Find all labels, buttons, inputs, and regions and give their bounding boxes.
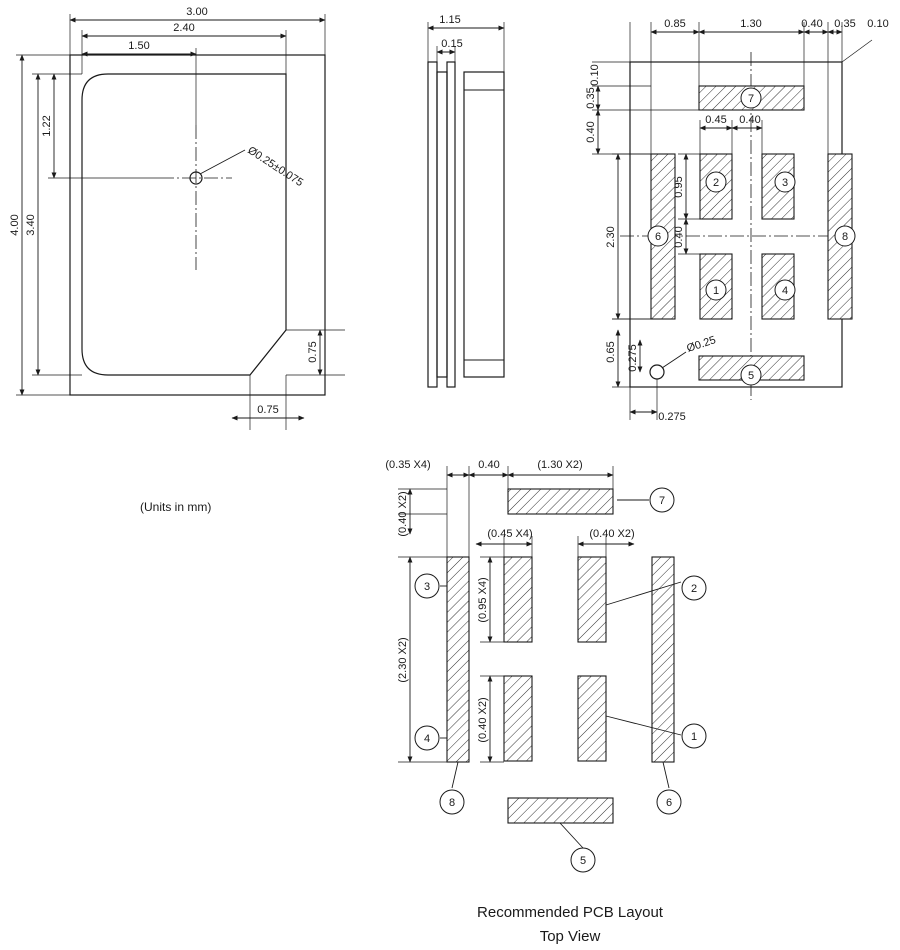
pcb-pin-7-label: 7 (658, 495, 666, 507)
bottom-pin-7-label: 7 (747, 93, 755, 105)
bottom-dim-010-left: 0.10 (589, 64, 601, 86)
pcb-dim-035x4: (0.35 X4) (385, 459, 431, 471)
pcb-pad-br (578, 676, 606, 761)
pcb-pin-6-label: 6 (665, 797, 673, 809)
bottom-dim-hole: Ø0.25 (685, 334, 718, 355)
bottom-dim-035-top: 0.35 (834, 18, 856, 30)
bottom-dim-040-b: 0.40 (739, 114, 761, 126)
dim-step: 0.15 (441, 38, 463, 50)
pcb-dim-040x2-top: (0.40 X2) (397, 491, 409, 537)
bottom-dim-0275-v: 0.275 (627, 344, 639, 372)
bottom-dim-040: 0.40 (801, 18, 823, 30)
caption-line-1: Recommended PCB Layout (477, 904, 663, 921)
bottom-dim-040-left: 0.40 (585, 121, 597, 143)
caption-line-2: Top View (539, 928, 601, 945)
dim-height-top: 1.22 (41, 115, 53, 137)
bottom-pin-5-label: 5 (747, 370, 755, 382)
pcb-pin-8-label: 8 (448, 797, 456, 809)
pcb-pin-2-label: 2 (690, 583, 698, 595)
pcb-pad-bl (504, 676, 532, 761)
bottom-pin-6-label: 6 (654, 231, 662, 243)
units-note: (Units in mm) (140, 500, 212, 514)
pcb-dim-040x2-bottom: (0.40 X2) (477, 697, 489, 743)
pcb-pin-3-label: 3 (423, 581, 431, 593)
pcb-dim-045x4: (0.45 X4) (487, 528, 533, 540)
bottom-dim-095: 0.95 (673, 176, 685, 198)
pcb-pad-tr (578, 557, 606, 642)
bottom-dim-010-right: 0.10 (867, 18, 889, 30)
bottom-pin-2-label: 2 (712, 177, 720, 189)
dim-chamfer-h: 0.75 (257, 404, 279, 416)
package-bottom-view (585, 18, 889, 423)
bottom-dim-045: 0.45 (705, 114, 727, 126)
dim-height-outer: 4.00 (9, 214, 21, 236)
dim-height-inner: 3.40 (25, 214, 37, 236)
pcb-dim-130x2: (1.30 X2) (537, 459, 583, 471)
dim-hole: Ø0.25±0.075 (245, 144, 306, 190)
dim-thickness: 1.15 (439, 14, 461, 26)
dim-width-left: 1.50 (128, 40, 150, 52)
pcb-pad-tl (504, 557, 532, 642)
bottom-pin-8-label: 8 (841, 231, 849, 243)
pcb-dim-040: 0.40 (478, 459, 500, 471)
bottom-dim-065: 0.65 (605, 341, 617, 363)
package-top-view (9, 6, 345, 430)
pcb-dim-095x4: (0.95 X4) (477, 577, 489, 623)
dim-width-inner: 2.40 (173, 22, 195, 34)
bottom-pin-4-label: 4 (781, 285, 789, 297)
bottom-pin-3-label: 3 (781, 177, 789, 189)
pcb-dim-230x2: (2.30 X2) (397, 637, 409, 683)
bottom-dim-085: 0.85 (664, 18, 686, 30)
bottom-dim-040-gap: 0.40 (673, 226, 685, 248)
bottom-dim-130: 1.30 (740, 18, 762, 30)
pcb-pad-5 (508, 798, 613, 823)
package-side-view (428, 14, 504, 387)
dim-chamfer-v: 0.75 (307, 341, 319, 363)
bottom-dim-230: 2.30 (605, 226, 617, 248)
bottom-dim-0275-h: 0.275 (658, 411, 686, 423)
pcb-pad-7 (508, 489, 613, 514)
pcb-pin-1-label: 1 (690, 731, 698, 743)
pcb-pad-3-8 (447, 557, 469, 762)
pcb-pin-4-label: 4 (423, 733, 431, 745)
bottom-dim-035-left: 0.35 (585, 87, 597, 109)
pcb-pin-5-label: 5 (579, 855, 587, 867)
dim-width-outer: 3.00 (186, 6, 208, 18)
bottom-pin-1-label: 1 (712, 285, 720, 297)
pcb-dim-040x2-right: (0.40 X2) (589, 528, 635, 540)
recommended-pcb-layout (385, 459, 706, 872)
